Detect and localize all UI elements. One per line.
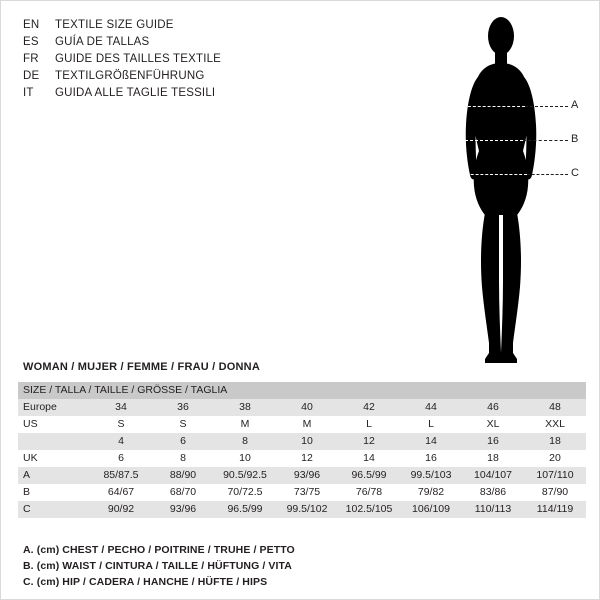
note-c: C. (cm) HIP / CADERA / HANCHE / HÜFTE / HIPS	[23, 576, 268, 588]
cell: 114/119	[524, 501, 586, 518]
cell: 8	[152, 450, 214, 467]
cell: L	[338, 416, 400, 433]
cell: M	[276, 416, 338, 433]
cell: 96.5/99	[214, 501, 276, 518]
cell: 42	[338, 399, 400, 416]
cell: 90.5/92.5	[214, 467, 276, 484]
measure-line-c-inner	[461, 174, 527, 175]
cell: 12	[276, 450, 338, 467]
cell: 68/70	[152, 484, 214, 501]
measure-line-a-outer	[525, 106, 568, 107]
note-a: A. (cm) CHEST / PECHO / POITRINE / TRUHE / PETTO	[23, 544, 295, 556]
cell: 18	[524, 433, 586, 450]
cell: 76/78	[338, 484, 400, 501]
table-row	[18, 450, 586, 467]
title-lang-en: EN	[23, 19, 40, 31]
table-row	[18, 416, 586, 433]
cell: 8	[214, 433, 276, 450]
measure-line-a-inner	[463, 106, 525, 107]
cell: 64/67	[90, 484, 152, 501]
title-lang-it: IT	[23, 87, 34, 99]
figure-area	[421, 9, 591, 369]
cell: 110/113	[462, 501, 524, 518]
cell: 90/92	[90, 501, 152, 518]
row-label: US	[18, 416, 90, 433]
cell: 16	[462, 433, 524, 450]
cell: 70/72.5	[214, 484, 276, 501]
female-silhouette-icon	[441, 9, 561, 369]
cell: 4	[90, 433, 152, 450]
cell: 14	[400, 433, 462, 450]
title-text-fr: GUIDE DES TAILLES TEXTILE	[55, 53, 222, 65]
title-lang-fr: FR	[23, 53, 39, 65]
note-b: B. (cm) WAIST / CINTURA / TAILLE / HÜFTUNG / VITA	[23, 560, 292, 572]
cell: 14	[338, 450, 400, 467]
cell: 48	[524, 399, 586, 416]
cell: XXL	[524, 416, 586, 433]
title-text-it: GUIDA ALLE TAGLIE TESSILI	[55, 87, 216, 99]
row-label	[18, 433, 90, 450]
cell: XL	[462, 416, 524, 433]
cell: 88/90	[152, 467, 214, 484]
table-row	[18, 399, 586, 416]
cell: 20	[524, 450, 586, 467]
measure-label-c: C	[571, 167, 579, 179]
cell: 85/87.5	[90, 467, 152, 484]
size-table	[18, 382, 586, 518]
table-header-row	[18, 382, 586, 399]
cell: S	[90, 416, 152, 433]
cell: 73/75	[276, 484, 338, 501]
cell: 6	[152, 433, 214, 450]
table-row	[18, 484, 586, 501]
title-row-it	[23, 85, 353, 102]
cell: S	[152, 416, 214, 433]
row-label: B	[18, 484, 90, 501]
title-text-de: TEXTILGRÖßENFÜHRUNG	[55, 70, 205, 82]
cell: 107/110	[524, 467, 586, 484]
cell: 87/90	[524, 484, 586, 501]
measure-line-c-outer	[527, 174, 568, 175]
cell: 93/96	[276, 467, 338, 484]
cell: 38	[214, 399, 276, 416]
measure-label-b: B	[571, 133, 579, 145]
cell: 10	[276, 433, 338, 450]
cell: 46	[462, 399, 524, 416]
row-label: UK	[18, 450, 90, 467]
row-label: Europe	[18, 399, 90, 416]
title-text-en: TEXTILE SIZE GUIDE	[55, 19, 174, 31]
cell: 36	[152, 399, 214, 416]
measure-label-a: A	[571, 99, 579, 111]
measurement-notes	[23, 542, 295, 590]
cell: M	[214, 416, 276, 433]
table-row	[18, 501, 586, 518]
cell: 34	[90, 399, 152, 416]
cell: 16	[400, 450, 462, 467]
row-label: C	[18, 501, 90, 518]
cell: 99.5/102	[276, 501, 338, 518]
title-block	[23, 17, 353, 102]
title-row-es	[23, 34, 353, 51]
cell: 12	[338, 433, 400, 450]
cell: 99.5/103	[400, 467, 462, 484]
measure-line-b-outer	[523, 140, 568, 141]
table-header-label: SIZE / TALLA / TAILLE / GRÖSSE / TAGLIA	[18, 382, 586, 399]
cell: 44	[400, 399, 462, 416]
title-row-en	[23, 17, 353, 34]
table-row	[18, 467, 586, 484]
section-header-woman: WOMAN / MUJER / FEMME / FRAU / DONNA	[23, 361, 260, 373]
cell: 18	[462, 450, 524, 467]
cell: 104/107	[462, 467, 524, 484]
title-row-de	[23, 68, 353, 85]
measure-line-b-inner	[465, 140, 523, 141]
cell: 83/86	[462, 484, 524, 501]
title-lang-es: ES	[23, 36, 39, 48]
cell: 79/82	[400, 484, 462, 501]
table-row	[18, 433, 586, 450]
cell: L	[400, 416, 462, 433]
cell: 96.5/99	[338, 467, 400, 484]
title-row-fr	[23, 51, 353, 68]
cell: 10	[214, 450, 276, 467]
cell: 93/96	[152, 501, 214, 518]
cell: 40	[276, 399, 338, 416]
title-text-es: GUÍA DE TALLAS	[55, 36, 150, 48]
title-lang-de: DE	[23, 70, 40, 82]
row-label: A	[18, 467, 90, 484]
cell: 102.5/105	[338, 501, 400, 518]
cell: 106/109	[400, 501, 462, 518]
cell: 6	[90, 450, 152, 467]
